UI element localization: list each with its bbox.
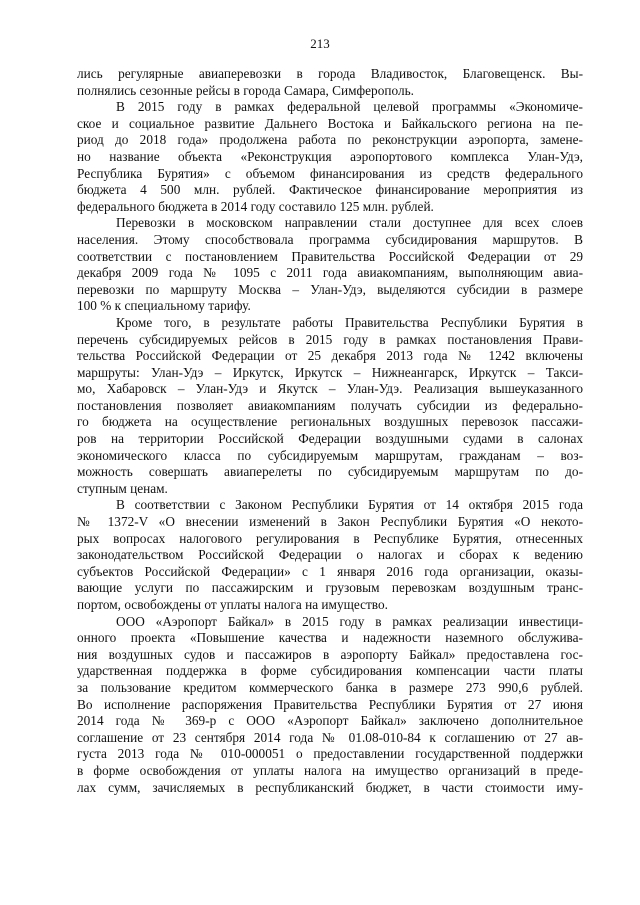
text-line: риод до 2018 года» продолжена работа по реконструкции аэропорта, замене- <box>77 132 583 148</box>
text-line: Перевозки в московском направлении стали доступнее для всех слоев <box>116 215 583 231</box>
text-line: № 1372-V «О внесении изменений в Закон Республики Бурятия «О некото- <box>77 514 583 530</box>
text-line: ское и социальное развитие Дальнего Востока и Байкальского региона на пе- <box>77 115 583 131</box>
text-line: маршруты: Улан-Удэ – Иркутск, Иркутск – Нижнеангарск, Иркутск – Такси- <box>77 364 583 380</box>
text-line: ров на территории Российской Федерации воздушными судами в салонах <box>77 431 583 447</box>
text-line: в форме освобождения от уплаты налога на имущество организаций в преде- <box>77 762 583 778</box>
text-line: вающие услуги по пассажирским и грузовым перевозкам воздушным транс- <box>77 580 583 596</box>
paragraph <box>77 99 583 215</box>
text-line: декабря 2009 года № 1095 с 2011 года авиакомпаниям, выполняющим авиа- <box>77 265 583 281</box>
text-line: перечень субсидируемых рейсов в 2015 году в рамках постановления Прави- <box>77 331 583 347</box>
paragraph <box>77 614 583 797</box>
text-line: В 2015 году в рамках федеральной целевой программы «Экономиче- <box>116 99 583 115</box>
paragraph <box>77 315 583 498</box>
text-line: ния воздушных судов и пассажиров в аэропорту Байкал» предоставлена гос- <box>77 646 583 662</box>
paragraph <box>77 215 583 315</box>
text-line: Республика Бурятия» с объемом финансирования из средств федерального <box>77 165 583 181</box>
text-line: соответствии с постановлением Правительства Российской Федерации от 29 <box>77 248 583 264</box>
text-line: населения. Этому способствовала программа субсидирования маршрутов. В <box>77 231 583 247</box>
text-line: за пользование кредитом коммерческого банка в размере 273 990,6 рублей. <box>77 679 583 695</box>
body-text <box>77 66 583 796</box>
text-line: федерального бюджета в 2014 году составило 125 млн. рублей. <box>77 198 434 214</box>
text-line: онного проекта «Повышение качества и надежности наземного обслужива- <box>77 630 583 646</box>
text-line: мо, Хабаровск – Улан-Удэ и Якутск – Улан-Удэ. Реализация вышеуказанного <box>77 381 583 397</box>
text-line: ударственная поддержка в форме субсидирования компенсации части платы <box>77 663 583 679</box>
text-line: соглашение от 23 сентября 2014 года № 01.08-010-84 к соглашению от 27 ав- <box>77 729 583 745</box>
text-line: полнялись сезонные рейсы в города Самара, Симферополь. <box>77 82 414 98</box>
text-line: 2014 года № 369-р с ООО «Аэропорт Байкал» заключено дополнительное <box>77 713 583 729</box>
text-line: портом, освобождены от уплаты налога на имущество. <box>77 597 388 612</box>
text-line: лись регулярные авиаперевозки в города Владивосток, Благовещенск. Вы- <box>77 66 583 81</box>
text-line: законодательством Российской Федерации о налогах и сборах к ведению <box>77 547 583 563</box>
text-line: перевозки по маршруту Москва – Улан-Удэ, выделяются субсидии в размере <box>77 281 583 297</box>
text-line: но название объекта «Реконструкция аэропортового комплекса Улан-Удэ, <box>77 148 583 164</box>
text-line: Во исполнение распоряжения Правительства Республики Бурятия от 27 июня <box>77 696 583 712</box>
text-line: ступным ценам. <box>77 480 168 496</box>
paragraph <box>77 497 583 613</box>
text-line: ООО «Аэропорт Байкал» в 2015 году в рамках реализации инвестици- <box>116 613 583 629</box>
paragraph <box>77 66 583 99</box>
text-line: субъектов Российской Федерации» с 1 января 2016 года организации, оказы- <box>77 563 583 579</box>
text-line: 100 % к специальному тарифу. <box>77 298 251 314</box>
text-line: Кроме того, в результате работы Правительства Республики Бурятия в <box>116 314 583 330</box>
text-line: го бюджета на осуществление региональных воздушных перевозок пассажи- <box>77 414 583 430</box>
text-line: экономического класса по субсидируемым маршрутам, гражданам – воз- <box>77 447 583 463</box>
text-line: тельства Российской Федерации от 25 декабря 2013 года № 1242 включены <box>77 348 583 364</box>
text-line: густа 2013 года № 010-000051 о предоставлении государственной поддержки <box>77 746 583 762</box>
text-line: бюджета 4 500 млн. рублей. Фактическое финансирование мероприятия из <box>77 182 583 198</box>
text-line: можность совершать авиаперелеты по субсидируемым маршрутам по до- <box>77 464 583 480</box>
text-line: лах сумм, зачисляемых в республиканский бюджет, в части стоимости иму- <box>77 779 583 795</box>
text-line: рых вопросах налогового регулирования в Республике Бурятия, отнесенных <box>77 530 583 546</box>
text-line: постановления позволяет авиакомпаниям получать субсидии из федерально- <box>77 397 583 413</box>
page-number: 213 <box>310 36 330 51</box>
text-line: В соответствии с Законом Республики Бурятия от 14 октября 2015 года <box>116 497 583 513</box>
